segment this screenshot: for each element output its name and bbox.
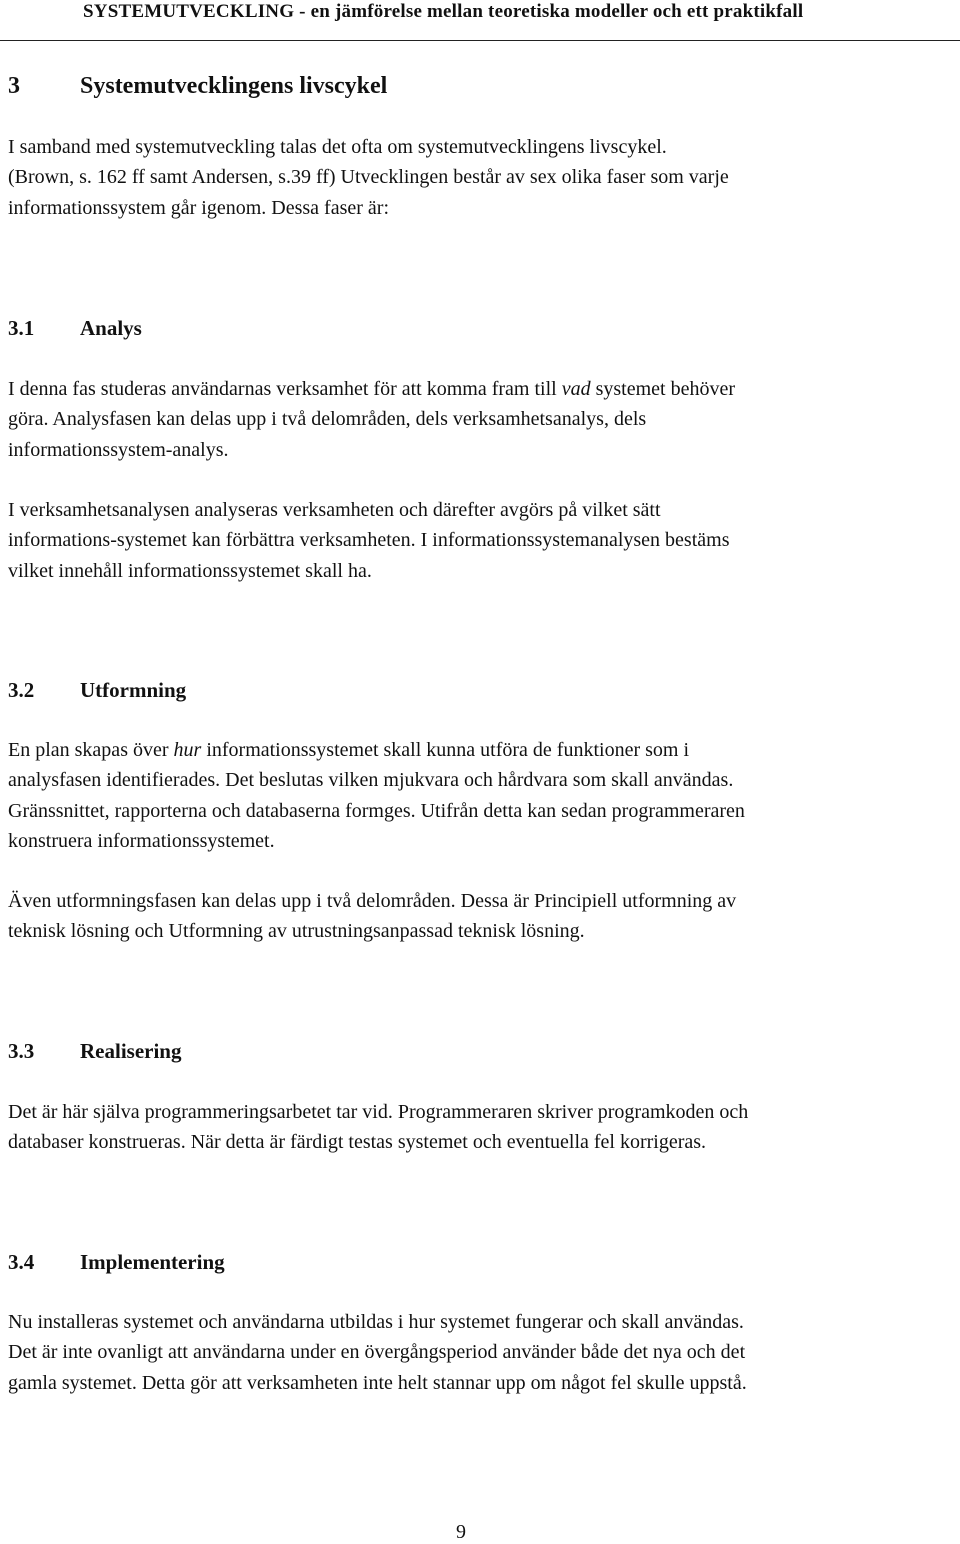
text-line: databaser konstrueras. När detta är färdigt testas systemet och eventuella fel korrigeras. xyxy=(8,1131,707,1154)
implementering-paragraph-1 xyxy=(8,1307,938,1398)
text-line: I verksamhetsanalysen analyseras verksamheten och därefter avgörs på vilket sätt xyxy=(8,499,661,521)
section-title: Analys xyxy=(80,316,142,340)
section-title: Realisering xyxy=(80,1039,182,1063)
chapter-heading xyxy=(8,71,387,101)
text-line: göra. Analysfasen kan delas upp i två delområden, dels verksamhetsanalys, dels xyxy=(8,408,647,431)
text-line: konstruera informationssystemet. xyxy=(8,829,275,852)
text-line xyxy=(8,374,938,404)
section-heading-analys xyxy=(8,315,142,341)
section-title: Utformning xyxy=(80,678,187,702)
section-title: Implementering xyxy=(80,1250,225,1274)
text-line: vilket innehåll informationssystemet skall ha. xyxy=(8,559,372,582)
section-heading-realisering xyxy=(8,1038,181,1064)
text-line: analysfasen identifierades. Det beslutas vilken mjukvara och hårdvara som skall användas. xyxy=(8,769,734,792)
running-header-title: SYSTEMUTVECKLING - en jämförelse mellan teoretiska modeller och ett praktikfall xyxy=(83,1,804,22)
text-line: Nu installeras systemet och användarna utbildas i hur systemet fungerar och skall användas. xyxy=(8,1311,744,1333)
text-line: Även utformningsfasen kan delas upp i två delområden. Dessa är Principiell utformning av xyxy=(8,890,737,912)
utformning-paragraph-1 xyxy=(8,735,938,856)
chapter-intro-paragraph xyxy=(8,132,938,223)
text-run: systemet behöver xyxy=(590,378,735,400)
text-line: Det är inte ovanligt att användarna under en övergångsperiod använder både det nya och det xyxy=(8,1341,746,1364)
chapter-number: 3 xyxy=(8,73,20,99)
chapter-title: Systemutvecklingens livscykel xyxy=(80,73,388,99)
section-number: 3.2 xyxy=(8,678,35,702)
text-line: teknisk lösning och Utformning av utrustningsanpassad teknisk lösning. xyxy=(8,920,585,943)
realisering-paragraph-1 xyxy=(8,1097,938,1158)
text-line: informationssystem-analys. xyxy=(8,438,229,461)
running-header xyxy=(0,0,960,41)
text-line: Det är här själva programmeringsarbetet tar vid. Programmeraren skriver programkoden och xyxy=(8,1101,749,1123)
section-heading-implementering xyxy=(8,1249,225,1275)
text-run: I denna fas studeras användarnas verksamhet för att komma fram till xyxy=(8,378,562,400)
section-number: 3.4 xyxy=(8,1250,35,1274)
text-line xyxy=(8,735,938,765)
analys-paragraph-1 xyxy=(8,374,938,465)
text-line: I samband med systemutveckling talas det ofta om systemutvecklingens livscykel. xyxy=(8,136,667,158)
section-number: 3.3 xyxy=(8,1039,35,1063)
text-run: informationssystemet skall kunna utföra de funktioner som i xyxy=(201,739,689,761)
text-line: informationssystem går igenom. Dessa faser är: xyxy=(8,196,390,219)
text-line: (Brown, s. 162 ff samt Andersen, s.39 ff) Utvecklingen består av sex olika faser som varje xyxy=(8,166,729,189)
section-heading-utformning xyxy=(8,677,186,703)
utformning-paragraph-2 xyxy=(8,886,938,947)
text-run: En plan skapas över xyxy=(8,739,174,761)
section-number: 3.1 xyxy=(8,316,35,340)
analys-paragraph-2 xyxy=(8,495,938,586)
text-line: informations-systemet kan förbättra verksamheten. I informationssystemanalysen bestäms xyxy=(8,529,730,552)
text-line: Gränssnittet, rapporterna och databaserna formges. Utifrån detta kan sedan programmeraren xyxy=(8,799,745,822)
emphasis-text: hur xyxy=(173,739,202,761)
page-number: 9 xyxy=(456,1521,466,1543)
emphasis-text: vad xyxy=(561,378,591,400)
text-line: gamla systemet. Detta gör att verksamheten inte helt stannar upp om något fel skulle uppstå. xyxy=(8,1371,747,1394)
